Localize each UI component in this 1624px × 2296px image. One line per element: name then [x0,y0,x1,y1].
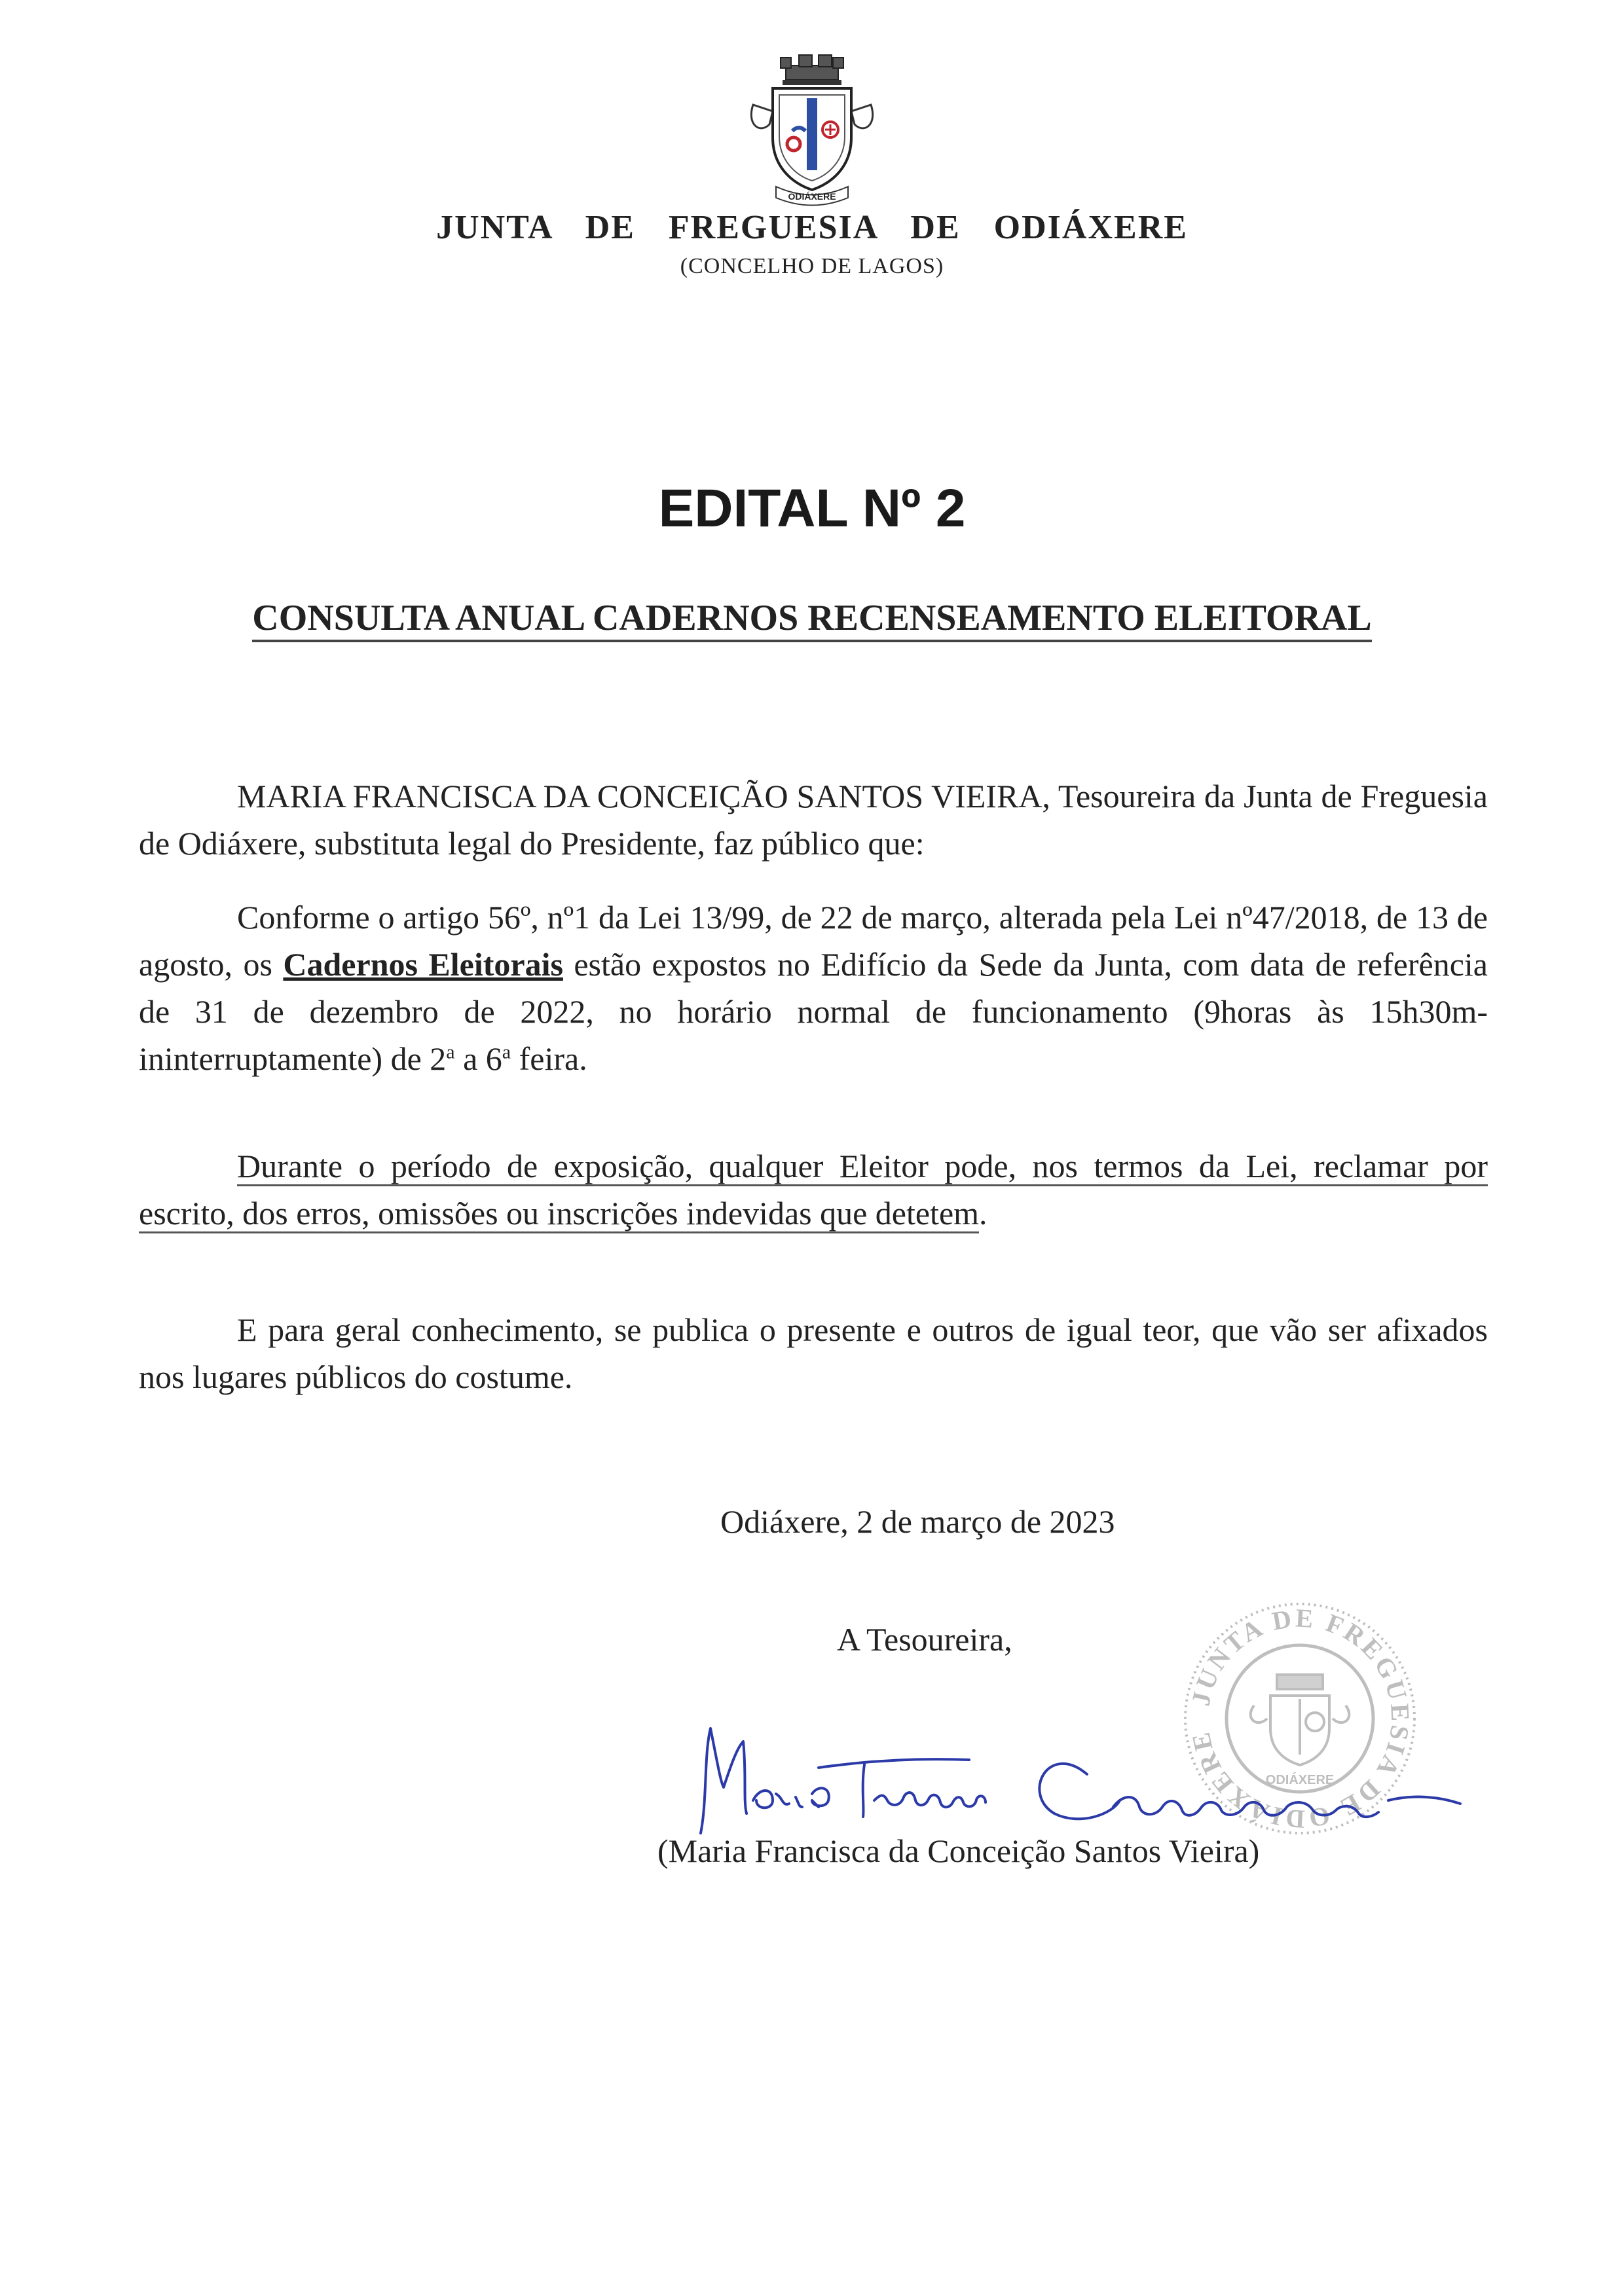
signatory-role: A Tesoureira, [837,1621,1012,1658]
p2-text-d: a 6 [454,1040,502,1077]
stamp-ring-text: JUNTA DE FREGUESIA DE ODIÁXERE [1185,1603,1416,1834]
document-date: Odiáxere, 2 de março de 2023 [720,1503,1115,1540]
parish-crest-icon [740,52,884,210]
crest-label: ODIÁXERE [788,191,836,202]
p2-sup-2: a [502,1041,511,1063]
org-subtitle: (CONCELHO DE LAGOS) [680,254,944,278]
stamp-inner-label: ODIÁXERE [1265,1773,1335,1787]
signatory-name: (Maria Francisca da Conceição Santos Vieira) [657,1832,1260,1869]
document-subject-text: CONSULTA ANUAL CADERNOS RECENSEAMENTO ELEITORAL [252,598,1371,642]
document-subject [0,597,1624,639]
p2-sup-1: a [446,1041,455,1063]
p3-period: . [979,1195,987,1231]
p2-text-e: feira. [511,1040,587,1077]
paragraph-legal-basis [139,894,1488,1082]
p2-highlight: Cadernos Eleitorais [283,946,563,983]
document-title: EDITAL Nº 2 [658,479,966,538]
p3-underlined-text: Durante o período de exposição, qualquer Eleitor pode, nos termos da Lei, reclamar por escrito, dos erros, omissões ou inscrições indevidas que detetem [139,1148,1488,1233]
paragraph-closing: E para geral conhecimento, se publica o presente e outros de igual teor, que vão ser afixados nos lugares públicos do costume. [139,1311,1488,1395]
p2-text-c: estão expostos no Edifício da Sede da Junta, com data de referência de 31 de dezembro de 2022, no horário normal de funcionamento (9horas às 15h30m- ininterruptamente) de 2 [139,946,1488,1077]
paragraph-complaints [139,1142,1488,1237]
paragraph-announcer: MARIA FRANCISCA DA CONCEIÇÃO SANTOS VIEIRA, Tesoureira da Junta de Freguesia de Odiáxere, substituta legal do Presidente, faz público que: [139,778,1488,862]
p2-text-a: Conforme o artigo 56º, nº1 da Lei 13/99, de 22 de março, alterada pela Lei nº47/2018, de 13 de agosto, os [139,899,1488,983]
org-title: JUNTA DE FREGUESIA DE ODIÁXERE [436,209,1188,246]
